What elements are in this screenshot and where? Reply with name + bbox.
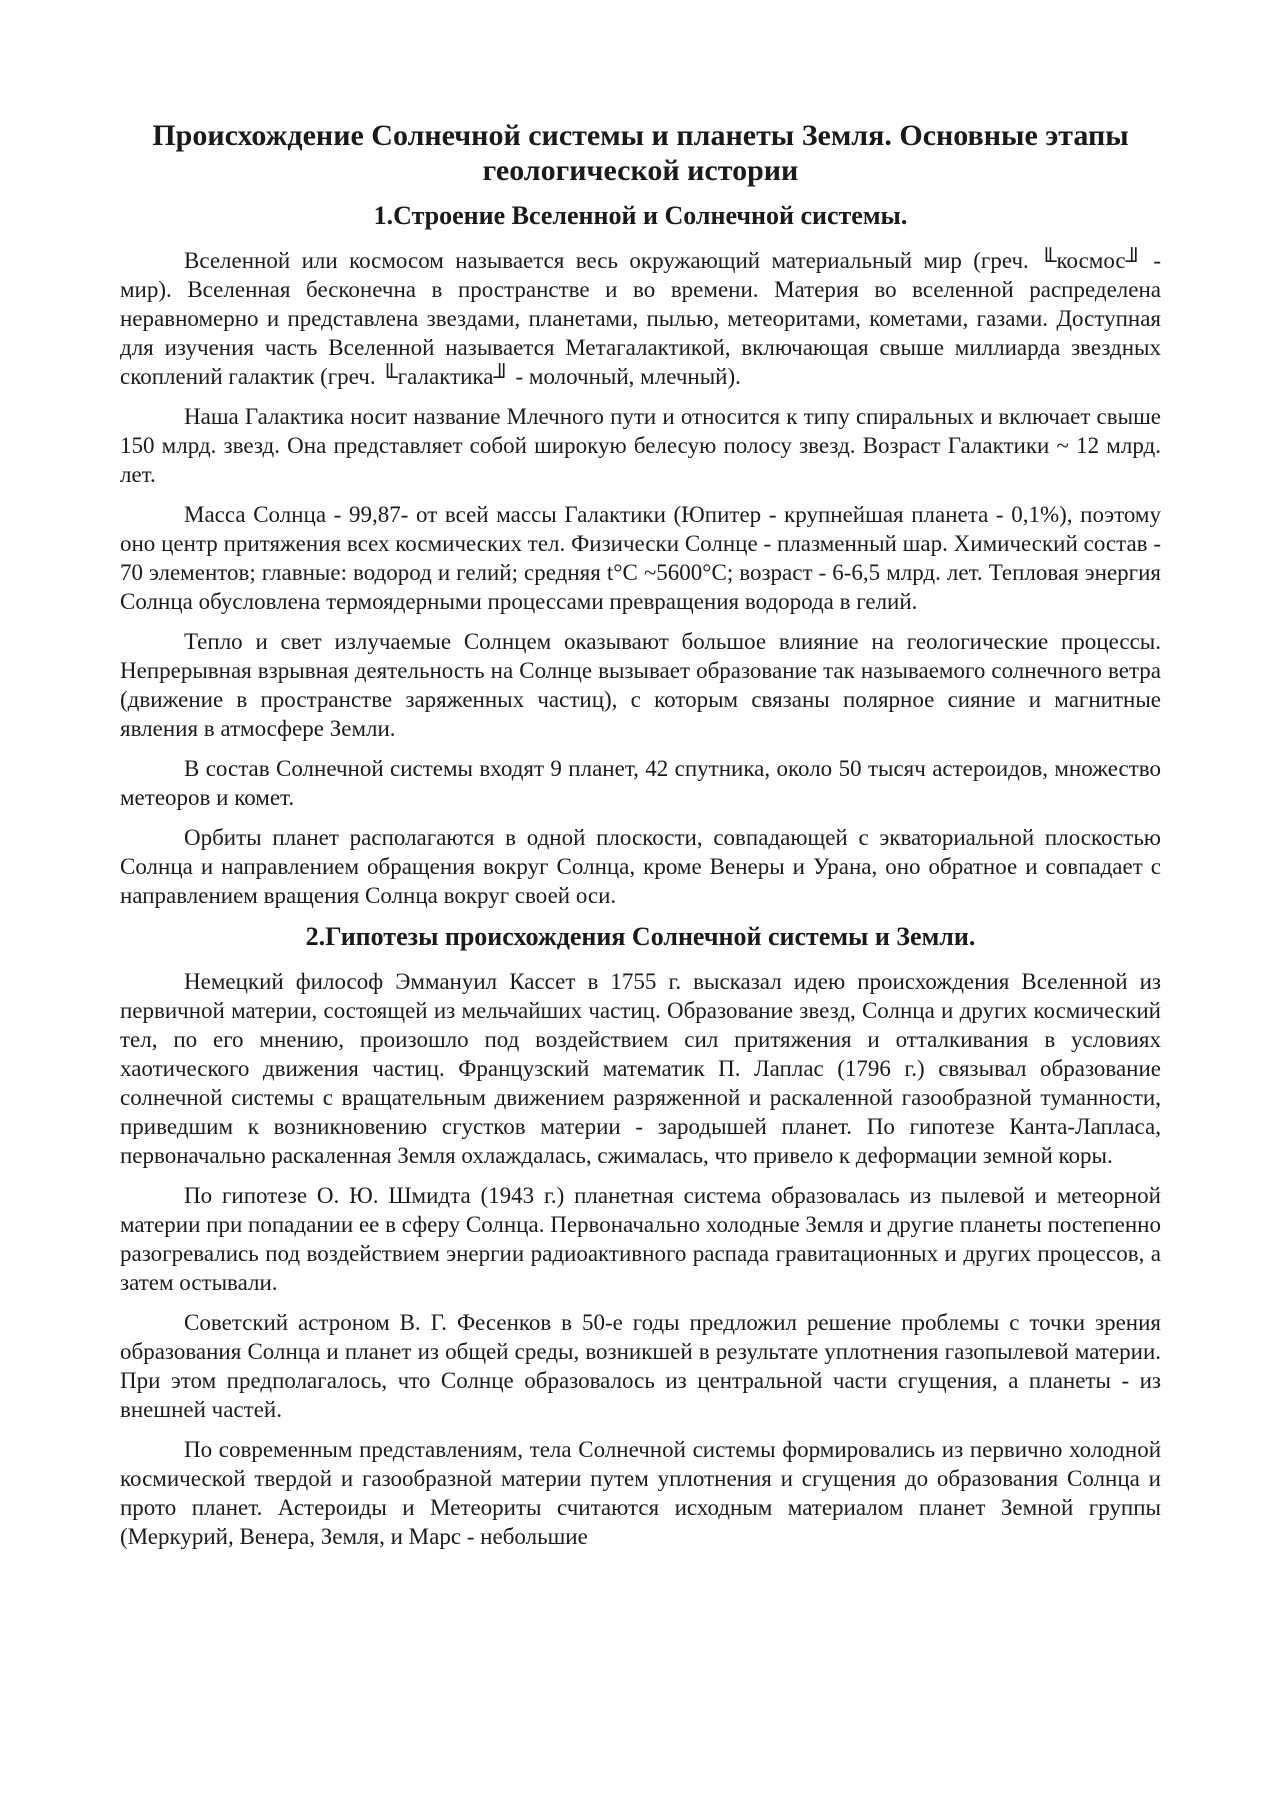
document-body [120,118,1161,1562]
paragraph: Советский астроном В. Г. Фесенков в 50-е годы предложил решение проблемы с точки зрения образования Солнца и планет из общей среды, возникшей в результате уплотнения газопылевой материи. При этом предполагалось, что Солнце образовалось из центральной части сгущения, а планеты - из внешней частей. [120,1310,1161,1422]
document-title: Происхождение Солнечной системы и планеты Земля. Основные этапы геологической истории [152,119,1129,187]
paragraph: В состав Солнечной системы входят 9 планет, 42 спутника, около 50 тысяч астероидов, множество метеоров и комет. [120,756,1161,810]
paragraph: Вселенной или космосом называется весь окружающий материальный мир (греч. ╙космос╜ - мир). Вселенная бесконечна в пространстве и во времени. Материя во вселенной распределена неравномерно и представлена звездами, планетами, пылью, метеоритами, кометами, газами. Доступная для изучения часть Вселенной называется Метагалактикой, включающая свыше миллиарда звездных скоплений галактик (греч. ╙галактика╜ - молочный, млечный). [120,248,1161,389]
paragraph: Орбиты планет располагаются в одной плоскости, совпадающей с экваториальной плоскостью Солнца и направлением обращения вокруг Солнца, кроме Венеры и Урана, оно обратное и совпадает с направлением вращения Солнца вокруг своей оси. [120,825,1161,908]
section-heading-hypotheses: 2.Гипотезы происхождения Солнечной системы и Земли. [305,922,976,951]
paragraph: Масса Солнца - 99,87- от всей массы Галактики (Юпитер - крупнейшая планета - 0,1%), поэтому оно центр притяжения всех космических тел. Физически Солнце - плазменный шар. Химический состав - 70 элементов; главные: водород и гелий; средняя t°С ~5600°С; возраст - 6-6,5 млрд. лет. Тепловая энергия Солнца обусловлена термоядерными процессами превращения водорода в гелий. [120,502,1161,614]
paragraph: Наша Галактика носит название Млечного пути и относится к типу спиральных и включает свыше 150 млрд. звезд. Она представляет собой широкую белесую полосу звезд. Возраст Галактики ~ 12 млрд. лет. [120,404,1161,487]
paragraph: По гипотезе О. Ю. Шмидта (1943 г.) планетная система образовалась из пылевой и метеорной материи при попадании ее в сферу Солнца. Первоначально холодные Земля и другие планеты постепенно разогревались под воздействием энергии радиоактивного распада гравитационных и других процессов, а затем остывали. [120,1183,1161,1295]
paragraph: Немецкий философ Эммануил Кассет в 1755 г. высказал идею происхождения Вселенной из первичной материи, состоящей из мельчайших частиц. Образование звезд, Солнца и других космический тел, по его мнению, произошло под воздействием сил притяжения и отталкивания в условиях хаотического движения частиц. Французский математик П. Лаплас (1796 г.) связывал образование солнечной системы с вращательным движением разряженной и раскаленной газообразной туманности, приведшим к возникновению сгустков материи - зародышей планет. По гипотезе Канта-Лапласа, первоначально раскаленная Земля охлаждалась, сжималась, что привело к деформации земной коры. [120,969,1161,1168]
paragraph: Тепло и свет излучаемые Солнцем оказывают большое влияние на геологические процессы. Непрерывная взрывная деятельность на Солнце вызывает образование так называемого солнечного ветра (движение в пространстве заряженных частиц), с которым связаны полярное сияние и магнитные явления в атмосфере Земли. [120,629,1161,741]
section-heading-structure: 1.Строение Вселенной и Солнечной системы. [373,201,908,230]
paragraph: По современным представлениям, тела Солнечной системы формировались из первично холодной космической твердой и газообразной материи путем уплотнения и сгущения до образования Солнца и прото планет. Астероиды и Метеориты считаются исходным материалом планет Земной группы (Меркурий, Венера, Земля, и Марс - небольшие [120,1437,1161,1549]
